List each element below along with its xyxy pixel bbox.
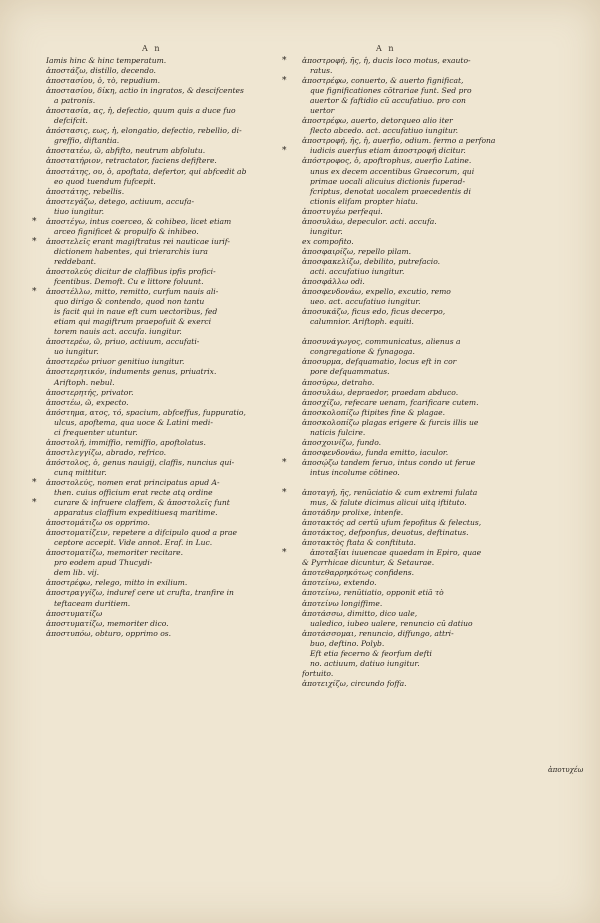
right-column-line: ex compofito.	[302, 236, 354, 246]
right-column-line: ἀποσυρμα, defquamatio, locus eft in cor	[302, 357, 457, 367]
right-column-line: uertor	[310, 106, 335, 116]
asterisk-marginal-mark: *	[32, 287, 37, 298]
right-column-line: iudicis auerfus etiam ἀποστροφή dicitur.	[310, 146, 466, 156]
right-column-line: ἀποσκολοπίζω plagas erigere & furcis illis ue	[302, 417, 479, 427]
left-column-line: ἀποστοματίζειν, repetere a difcipulo quod a prae	[46, 528, 238, 538]
left-column-line: tiuo iungitur.	[54, 206, 105, 216]
right-column-line: & Pyrrhicae dicuntur, & Setaurae.	[302, 558, 435, 568]
left-column-line: ἀποστλεγγίζω, abrado, refrico.	[46, 447, 167, 457]
left-column-line: apparatus claffium expeditiuesq maritime.	[54, 508, 218, 518]
left-column-line: reddebant.	[54, 256, 97, 266]
left-column-line: ἀποστέλλω, mitto, remitto, curfum nauis ali-	[46, 287, 219, 297]
right-column-line: ratus.	[310, 66, 333, 76]
right-column-line: mus, & falute dicimus alicui uitq iftituto.	[310, 498, 467, 508]
right-column-line: ἀποσφακελίζω, debilito, putrefacio.	[302, 256, 441, 266]
left-column-line: ἀποστολή, immiffio, remiffio, apoftolatus.	[46, 437, 206, 447]
left-column-line: ἀποστομάτιζω os opprimo.	[46, 518, 150, 528]
left-column-line: ἀποστατήριον, retractator, faciens defiftere.	[46, 156, 217, 166]
right-column-line: ἀποσχοινίζω, fundo.	[302, 437, 382, 447]
left-column-line: ἀποστερητής, privator.	[46, 387, 134, 397]
left-column-line: ἀποστυματίζω	[46, 608, 103, 618]
right-column-line: Eft etia fecerno & feorfum defti	[310, 648, 432, 658]
right-column-line: no. actiuum, datiuo iungitur.	[310, 658, 420, 668]
left-column-line: dictionem habentes, qui trierarchis iura	[54, 246, 208, 256]
right-column-line: ἀποσῴζω tandem feruo, intus condo ut ferue	[302, 457, 476, 467]
right-column-line: unus ex decem accentibus Graecorum, qui	[310, 166, 475, 176]
right-column-line: ἀποτάδην prolixe, intenfe.	[302, 508, 404, 518]
right-column-line: ἀποτείνω, extendo.	[302, 578, 377, 588]
right-column-line: ἀποστρέφω, auerto, detorqueo alio iter	[302, 116, 453, 126]
left-column-line: ἀποστολεύς, nomen erat principatus apud A-	[46, 477, 220, 487]
right-column-line: ἀποσυκάζω, ficus edo, ficus decerpo,	[302, 307, 446, 317]
right-column-line: ἀποτακτὸς ftata & conftituta.	[302, 538, 416, 548]
right-column-line: ἀποσχίζω, refecare uenam, fcarificare cutem.	[302, 397, 479, 407]
left-column-line: ἀποστερητικόν, induments genus, priuatrix.	[46, 367, 217, 377]
right-column-line: ἀποτειχίζω, circundo foffa.	[302, 678, 407, 688]
right-column-line: naticis fulcire.	[310, 427, 366, 437]
right-column-line: ἀποτείνω longiffime.	[302, 598, 383, 608]
left-column-line: fcentibus. Demoft. Cu e littore foluunt.	[54, 277, 204, 287]
asterisk-marginal-mark: *	[282, 488, 287, 499]
right-column-line: ἀποστροφή, ῆς, ἡ, ducis loco motus, exauto-	[302, 56, 471, 65]
left-column-line: ἀποστραγγίζω, induref cere ut crufta, tranfire in	[46, 588, 234, 598]
right-column-line: ἀποσυλάω, depraedor, praedam abduco.	[302, 387, 459, 397]
asterisk-marginal-mark: *	[32, 498, 37, 509]
right-column-line: ἀποσφενδονάω, funda emitto, iaculor.	[302, 447, 449, 457]
right-column-line	[302, 478, 534, 488]
running-head-left: A n	[142, 44, 162, 53]
left-column-line: Iamis hinc & hinc temperatum.	[46, 56, 167, 65]
left-column-line: uo iungitur.	[54, 347, 99, 357]
left-column-line: pro eodem apud Thucydi-	[54, 558, 153, 568]
right-column-line: ἀποσκολοπίζω ftipites fine & plagae.	[302, 407, 446, 417]
left-column-line: ἀποστασίου, ὁ, τὸ, repudium.	[46, 76, 161, 86]
right-column-line: auertor & faftidio cū accufatiuo. pro con	[310, 96, 466, 106]
left-column-line: ἀποστάτης, rebellis.	[46, 186, 125, 196]
left-column-line: teftaceam duritiem.	[54, 598, 131, 608]
right-column-line: ἀποστρέφω, conuerto, & auerto fignificat,	[302, 76, 464, 86]
left-column-line: ἀποστάζω, distillo, decendo.	[46, 66, 156, 76]
left-column-line: torem nauis act. accufa. iungitur.	[54, 327, 182, 337]
left-column-line: eo quod tuendum fufcepit.	[54, 176, 156, 186]
right-column-line: intus incolume cōtineo.	[310, 467, 400, 477]
left-column-line: ἀποστασίου, δίκη, actio in ingratos, & descifcentes	[46, 86, 244, 96]
right-column-line: ἀποτεθαρρηκότως confidens.	[302, 568, 415, 578]
right-column-line: calumnior. Ariftoph. equiti.	[310, 317, 414, 327]
left-column-line: arceo fignificet & propulfo & inhibeo.	[54, 226, 199, 236]
left-column-line: is facit qui in naue eft cum uectoribus, fed	[54, 307, 218, 317]
right-column-line	[302, 327, 534, 337]
left-column-line: ἀποστοματίζω, memoriter recitare.	[46, 548, 184, 558]
right-column-line: ἀποστυγέω perfequi.	[302, 206, 383, 216]
asterisk-marginal-mark: *	[282, 146, 287, 157]
right-column-line: ἀποτάσσω, dimitto, dico uale,	[302, 608, 418, 618]
right-column-line: ueo. act. accufatiuo iungitur.	[310, 297, 421, 307]
right-column-line: ἀποτάσσομαι, renuncio, diffungo, attri-	[302, 628, 454, 638]
left-column-line: ἀποστατέω, ῶ, abfifto, neutrum abfolutu.	[46, 146, 206, 156]
right-column-line: que fignificationes cōtrariae funt. Sed pro	[310, 86, 472, 96]
right-column-line: flecto abcedo. act. accufatiuo iungitur.	[310, 126, 459, 136]
right-column-line: acti. accufatiuo iungitur.	[310, 266, 405, 276]
asterisk-marginal-mark: *	[32, 478, 37, 489]
left-column-line: ci frequenter utuntur.	[54, 427, 138, 437]
left-column-line: ἀποστεγάζω, detego, actiuum, accufa-	[46, 196, 195, 206]
right-column-line: pore defquammatus.	[310, 367, 390, 377]
right-column-line: ἀποτείνω, renūtiatio, opponit etiā τὸ	[302, 588, 444, 598]
left-column-line: curare & infruere claffem, & ἀποστολεῖς funt	[54, 498, 230, 508]
left-column-line: ἀποστερέω priuor genitiuo iungitur.	[46, 357, 185, 367]
left-column	[46, 56, 271, 639]
right-column-line: ἀποτακτός ad certū ufum fepofitus & felectus,	[302, 518, 482, 528]
right-column-line: ἀπόστροφος, ὁ, apoftrophus, auerfio Latine.	[302, 156, 472, 166]
right-column	[302, 56, 534, 689]
right-column-line: ualedico, iubeo ualere, renuncio cū datiuo	[310, 618, 473, 628]
left-column-line: a patronis.	[54, 96, 96, 106]
left-column-line: dem lib. vij.	[54, 568, 100, 578]
right-column-line: fortuito.	[302, 668, 334, 678]
left-column-line: ἀποστυπόω, obturo, opprimo os.	[46, 628, 172, 638]
running-head-right: A n	[376, 44, 396, 53]
left-column-line: ἀπόστημα, ατος, τό, spacium, abfceffus, fuppuratio,	[46, 407, 246, 417]
left-column-line: greffio, diftantia.	[54, 136, 120, 146]
asterisk-marginal-mark: *	[282, 56, 287, 66]
right-column-line: fcriptus, denotat uocalem praecedentis di	[310, 186, 471, 196]
right-column-line: ἀποσυνάγωγος, communicatus, alienus a	[302, 337, 461, 347]
left-column-line: ἀποστασία, ας, ἡ, defectio, quum quis a duce fuo	[46, 106, 236, 116]
left-column-line: etiam qui magiftrum praepofuit & exerci	[54, 317, 212, 327]
asterisk-marginal-mark: *	[282, 458, 287, 468]
left-column-line: ἀποστελεῖς erant magiftratus rei nauticae iurif-	[46, 236, 230, 246]
right-column-line: ἀποσφενδονάω, expello, excutio, remo	[302, 287, 451, 297]
left-column-line: ἀπόστασις, εως, ἡ, elongatio, defectio, rebellio, di-	[46, 126, 242, 136]
left-column-line: then. cuius officium erat recte atq ordine	[54, 488, 213, 498]
right-column-line: congregatione & fynagoga.	[310, 347, 415, 357]
left-column-line: ceptore accepit. Vide annot. Eraf. in Luc.	[54, 538, 213, 548]
right-column-line: ἀποτάκτος, defponfus, deuotus, deftinatus.	[302, 528, 469, 538]
right-column-line: ἀποσφαιρίζω, repello pilam.	[302, 246, 412, 256]
right-column-line: ἀποστροφή, ῆς, ἡ, auerfio, odium. fermo a perfona	[302, 136, 496, 146]
left-column-line: ulcus, apoftema, qua uoce & Latini medi-	[54, 417, 213, 427]
left-column-line: ἀποστολεύς dicitur de claffibus ipfis profici-	[46, 266, 216, 276]
right-column-line: ἀποταξίαι iuuencae quaedam in Epiro, quae	[310, 548, 482, 558]
left-column-line: Ariftoph. nebul.	[54, 377, 115, 387]
right-column-line: iungitur.	[310, 226, 343, 236]
asterisk-marginal-mark: *	[32, 236, 37, 247]
right-column-line: ἀποσφάλλω odi.	[302, 277, 365, 287]
left-column-line: ἀποστάτης, ου, ὁ, apoftata, defertor, qui abfcedit ab	[46, 166, 247, 176]
right-column-line: primae uocali alicuius dictionis fuperad-	[310, 176, 466, 186]
right-column-line: ἀποσυλάω, depeculor. acti. accufa.	[302, 216, 437, 226]
left-column-line: ἀποστέω, ῶ, expecto.	[46, 397, 129, 407]
left-column-line: ἀπόστολος, ὁ, genus nauigij, claffis, nuncius qui-	[46, 457, 235, 467]
left-column-line: ἀποστερέω, ῶ, priuo, actiuum, accufati-	[46, 337, 200, 347]
catchword: ἀποτυχέω	[548, 766, 584, 774]
left-column-line: defcifcit.	[54, 116, 88, 126]
asterisk-marginal-mark: *	[282, 76, 287, 87]
right-column-line: ἀποταγή, ῆς, renūciatio & cum extremi fulata	[302, 488, 478, 498]
right-column-line: ἀποσύρω, detraho.	[302, 377, 375, 387]
left-column-line: cunq mittitur.	[54, 467, 107, 477]
asterisk-marginal-mark: *	[282, 548, 287, 559]
right-column-line: buo, deftino. Polyb.	[310, 638, 385, 648]
left-column-line: ἀποστρέφω, relego, mitto in exilium.	[46, 578, 188, 588]
asterisk-marginal-mark: *	[32, 216, 37, 227]
left-column-line: ἀποστυματίζω, memoriter dico.	[46, 618, 169, 628]
left-column-line: ἀποστέγω, intus coerceo, & cohibeo, licet etiam	[46, 216, 232, 226]
right-column-line: ctionis elifam propter hiatu.	[310, 196, 418, 206]
left-column-line: quo dirigo & contendo, quod non tantu	[54, 297, 205, 307]
